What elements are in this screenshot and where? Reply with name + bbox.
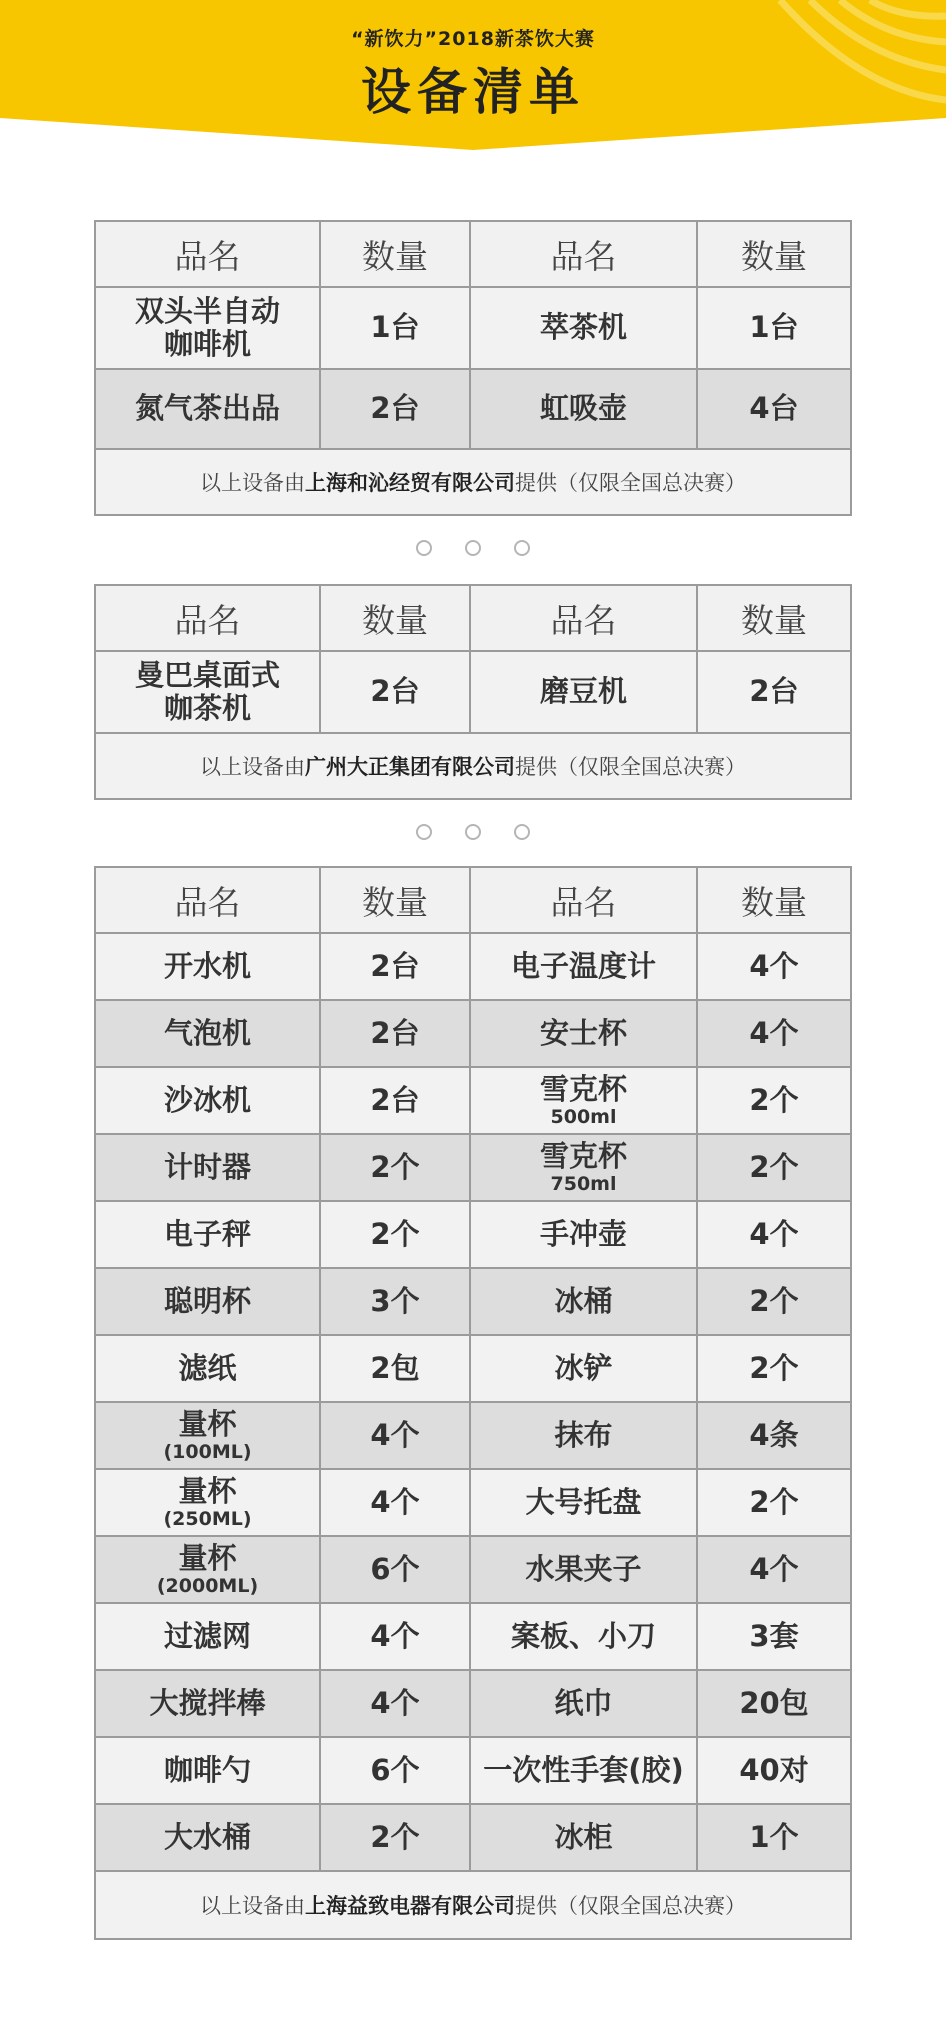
item-name: 水果夹子 — [470, 1536, 697, 1603]
section-divider-dots — [0, 822, 946, 842]
table-footer — [95, 449, 851, 515]
item-name: 冰铲 — [470, 1335, 697, 1402]
supplier-note: 以上设备由上海益致电器有限公司提供（仅限全国总决赛） — [95, 1871, 851, 1939]
item-qty: 2台 — [320, 369, 470, 449]
item-qty: 2台 — [697, 651, 851, 733]
table-footer — [95, 733, 851, 799]
table-row — [95, 1670, 851, 1737]
item-name: 雪克杯 500ml — [470, 1067, 697, 1134]
item-name: 案板、小刀 — [470, 1603, 697, 1670]
supplier-company: 上海和沁经贸有限公司 — [305, 471, 515, 495]
table-row — [95, 1067, 851, 1134]
header-name: 品名 — [95, 221, 320, 287]
item-qty: 1台 — [697, 287, 851, 369]
item-spec: 750ml — [550, 1172, 617, 1195]
item-qty: 3个 — [320, 1268, 470, 1335]
header-name: 品名 — [470, 867, 697, 933]
header-name: 品名 — [470, 585, 697, 651]
table-row — [95, 1268, 851, 1335]
item-name: 沙冰机 — [95, 1067, 320, 1134]
item-qty: 6个 — [320, 1536, 470, 1603]
item-spec: (250ML) — [163, 1507, 252, 1530]
table-header-row — [95, 585, 851, 651]
item-qty: 2个 — [697, 1134, 851, 1201]
item-name: 雪克杯 750ml — [470, 1134, 697, 1201]
table-header-row — [95, 867, 851, 933]
header-qty: 数量 — [320, 221, 470, 287]
item-qty: 4个 — [320, 1670, 470, 1737]
item-name: 冰柜 — [470, 1804, 697, 1871]
table-row — [95, 1402, 851, 1469]
item-qty: 4个 — [697, 933, 851, 1000]
item-name: 开水机 — [95, 933, 320, 1000]
item-qty: 2台 — [320, 1000, 470, 1067]
item-qty: 4条 — [697, 1402, 851, 1469]
equipment-table-2 — [94, 584, 852, 800]
item-qty: 3套 — [697, 1603, 851, 1670]
item-name: 抹布 — [470, 1402, 697, 1469]
item-qty: 2个 — [697, 1067, 851, 1134]
item-qty: 4个 — [697, 1000, 851, 1067]
table-row — [95, 1536, 851, 1603]
table-row — [95, 287, 851, 369]
header-name: 品名 — [95, 585, 320, 651]
item-name: 量杯 (100ML) — [95, 1402, 320, 1469]
item-qty: 2个 — [697, 1268, 851, 1335]
page-title: 设备清单 — [361, 63, 585, 121]
item-name: 过滤网 — [95, 1603, 320, 1670]
table-row — [95, 1469, 851, 1536]
item-qty: 1个 — [697, 1804, 851, 1871]
item-name: 手冲壶 — [470, 1201, 697, 1268]
item-spec: (100ML) — [163, 1440, 252, 1463]
header-name: 品名 — [470, 221, 697, 287]
equipment-table-1 — [94, 220, 852, 516]
item-spec: 500ml — [550, 1105, 617, 1128]
divider-dot — [466, 825, 480, 839]
item-qty: 2包 — [320, 1335, 470, 1402]
item-qty: 4个 — [320, 1603, 470, 1670]
table-row — [95, 1134, 851, 1201]
divider-dot — [417, 825, 431, 839]
divider-dot — [515, 825, 529, 839]
divider-dot — [417, 541, 431, 555]
item-name: 聪明杯 — [95, 1268, 320, 1335]
table-row — [95, 1335, 851, 1402]
supplier-company: 广州大正集团有限公司 — [305, 755, 515, 779]
item-name: 大号托盘 — [470, 1469, 697, 1536]
table-row — [95, 1603, 851, 1670]
item-qty: 20包 — [697, 1670, 851, 1737]
divider-dot — [515, 541, 529, 555]
item-qty: 2台 — [320, 1067, 470, 1134]
table-footer — [95, 1871, 851, 1939]
item-name: 大搅拌棒 — [95, 1670, 320, 1737]
item-qty: 2台 — [320, 933, 470, 1000]
supplier-note: 以上设备由广州大正集团有限公司提供（仅限全国总决赛） — [95, 733, 851, 799]
table-row — [95, 1201, 851, 1268]
item-name: 咖啡勺 — [95, 1737, 320, 1804]
table-row — [95, 1737, 851, 1804]
item-qty: 1台 — [320, 287, 470, 369]
equipment-table-3 — [94, 866, 852, 1940]
table-row — [95, 1804, 851, 1871]
header-qty: 数量 — [697, 221, 851, 287]
item-spec: (2000ML) — [156, 1574, 259, 1597]
item-name: 一次性手套(胶) — [470, 1737, 697, 1804]
item-qty: 2个 — [320, 1134, 470, 1201]
item-qty: 4个 — [697, 1201, 851, 1268]
item-name: 滤纸 — [95, 1335, 320, 1402]
item-qty: 2个 — [320, 1201, 470, 1268]
item-name: 曼巴桌面式 咖茶机 — [95, 651, 320, 733]
item-qty: 40对 — [697, 1737, 851, 1804]
item-name: 量杯 (2000ML) — [95, 1536, 320, 1603]
item-qty: 4个 — [320, 1402, 470, 1469]
item-qty: 2个 — [697, 1469, 851, 1536]
header-qty: 数量 — [697, 867, 851, 933]
header-qty: 数量 — [320, 867, 470, 933]
supplier-note: 以上设备由上海和沁经贸有限公司提供（仅限全国总决赛） — [95, 449, 851, 515]
item-name: 电子温度计 — [470, 933, 697, 1000]
item-qty: 4台 — [697, 369, 851, 449]
item-qty: 4个 — [320, 1469, 470, 1536]
divider-dot — [466, 541, 480, 555]
supplier-company: 上海益致电器有限公司 — [305, 1894, 515, 1918]
item-name: 纸巾 — [470, 1670, 697, 1737]
header-qty: 数量 — [697, 585, 851, 651]
item-name: 安士杯 — [470, 1000, 697, 1067]
table-row — [95, 1000, 851, 1067]
item-qty: 2个 — [320, 1804, 470, 1871]
item-name: 大水桶 — [95, 1804, 320, 1871]
table-row — [95, 369, 851, 449]
item-name: 计时器 — [95, 1134, 320, 1201]
table-row — [95, 933, 851, 1000]
item-qty: 6个 — [320, 1737, 470, 1804]
table-header-row — [95, 221, 851, 287]
item-name: 量杯 (250ML) — [95, 1469, 320, 1536]
item-name: 冰桶 — [470, 1268, 697, 1335]
item-name: 磨豆机 — [470, 651, 697, 733]
item-qty: 2个 — [697, 1335, 851, 1402]
item-name: 电子秤 — [95, 1201, 320, 1268]
event-subtitle: “新饮力”2018新茶饮大赛 — [351, 28, 595, 50]
item-name: 虹吸壶 — [470, 369, 697, 449]
section-divider-dots — [0, 538, 946, 558]
header-name: 品名 — [95, 867, 320, 933]
header-qty: 数量 — [320, 585, 470, 651]
item-name: 气泡机 — [95, 1000, 320, 1067]
item-qty: 2台 — [320, 651, 470, 733]
item-qty: 4个 — [697, 1536, 851, 1603]
item-name: 双头半自动 咖啡机 — [95, 287, 320, 369]
item-name: 萃茶机 — [470, 287, 697, 369]
item-name: 氮气茶出品 — [95, 369, 320, 449]
table-row — [95, 651, 851, 733]
